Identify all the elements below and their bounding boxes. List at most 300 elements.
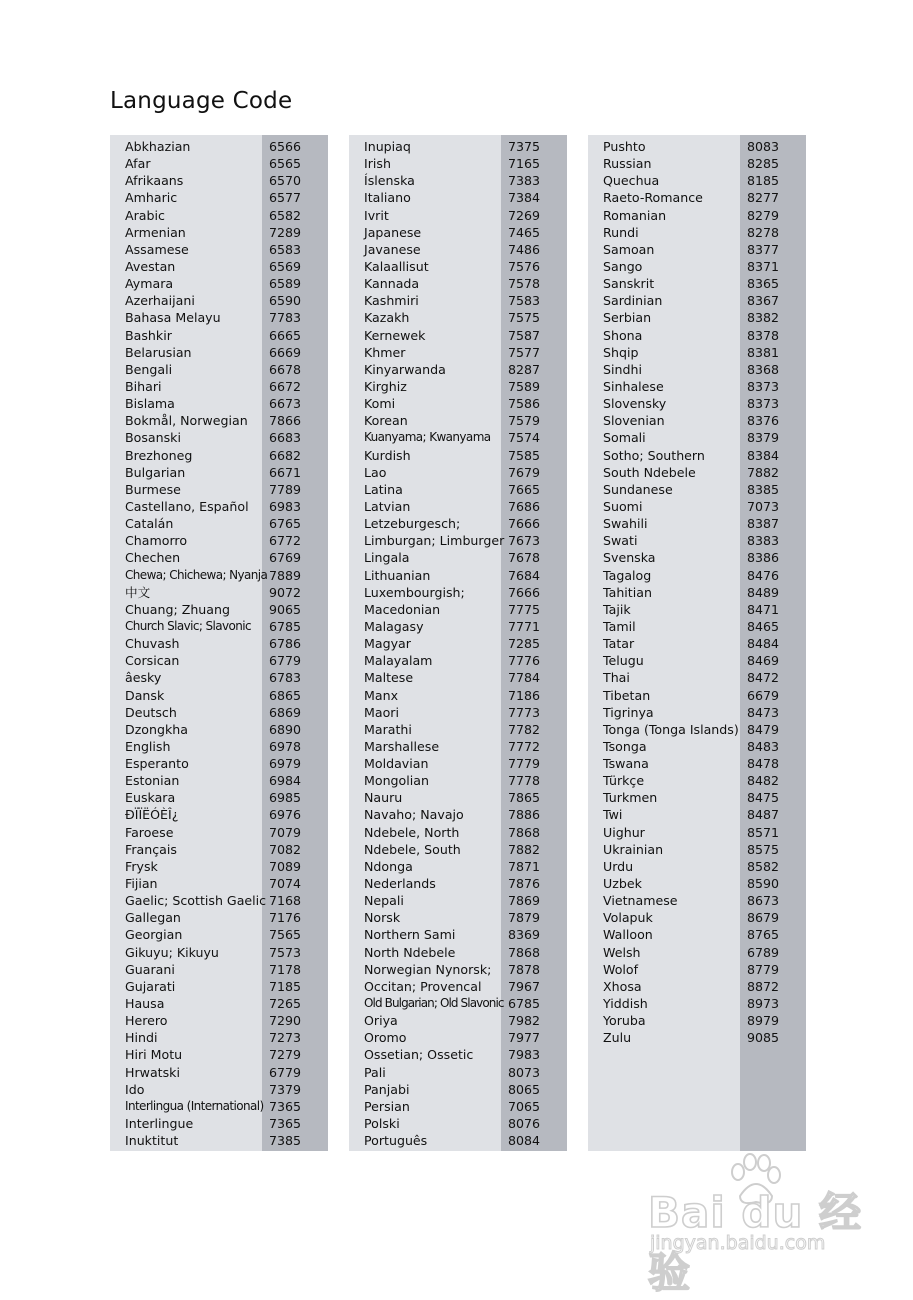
language-code: 6984 bbox=[269, 773, 302, 789]
language-name: Bislama bbox=[125, 396, 175, 412]
language-name: Yoruba bbox=[603, 1013, 646, 1029]
language-code: 7073 bbox=[747, 498, 780, 514]
language-row bbox=[588, 601, 806, 618]
language-code: 8373 bbox=[747, 396, 780, 412]
language-row bbox=[349, 926, 567, 943]
language-row bbox=[349, 498, 567, 515]
language-code: 8378 bbox=[747, 327, 780, 343]
language-code: 7782 bbox=[508, 721, 541, 737]
language-row bbox=[588, 481, 806, 498]
language-code: 8381 bbox=[747, 344, 780, 360]
language-row bbox=[349, 549, 567, 566]
language-code: 7868 bbox=[508, 824, 541, 840]
language-code: 6765 bbox=[269, 516, 302, 532]
language-code: 6682 bbox=[269, 447, 302, 463]
language-name: Oriya bbox=[364, 1013, 398, 1029]
language-name: Kannada bbox=[364, 276, 420, 292]
language-row bbox=[349, 995, 567, 1012]
language-name: Bahasa Melayu bbox=[125, 310, 221, 326]
language-row bbox=[349, 395, 567, 412]
language-row bbox=[588, 1012, 806, 1029]
language-name: Swahili bbox=[603, 516, 648, 532]
language-code: 6785 bbox=[508, 996, 541, 1012]
language-row bbox=[110, 155, 328, 172]
language-code: 7773 bbox=[508, 704, 541, 720]
language-name: Kinyarwanda bbox=[364, 361, 446, 377]
language-name: Church Slavic; Slavonic bbox=[125, 618, 251, 633]
language-row bbox=[110, 275, 328, 292]
language-name: Turkmen bbox=[603, 790, 658, 806]
language-row bbox=[349, 172, 567, 189]
language-row bbox=[110, 789, 328, 806]
language-row bbox=[110, 515, 328, 532]
language-row bbox=[349, 1064, 567, 1081]
language-code: 6772 bbox=[269, 533, 302, 549]
language-code: 7383 bbox=[508, 173, 541, 189]
language-name: Interlingue bbox=[125, 1116, 194, 1132]
language-name: Castellano, Español bbox=[125, 498, 249, 514]
language-code: 8383 bbox=[747, 533, 780, 549]
language-code: 8382 bbox=[747, 310, 780, 326]
language-name: Oromo bbox=[364, 1030, 407, 1046]
language-name: Occitan; Provencal bbox=[364, 978, 482, 994]
language-row bbox=[349, 327, 567, 344]
language-code: 6583 bbox=[269, 241, 302, 257]
language-row bbox=[110, 618, 328, 635]
language-code: 7585 bbox=[508, 447, 541, 463]
language-code: 6869 bbox=[269, 704, 302, 720]
language-row bbox=[110, 292, 328, 309]
language-code: 7165 bbox=[508, 156, 541, 172]
language-code: 8377 bbox=[747, 241, 780, 257]
language-code: 8483 bbox=[747, 738, 780, 754]
language-row bbox=[588, 378, 806, 395]
language-code: 6669 bbox=[269, 344, 302, 360]
language-row bbox=[110, 224, 328, 241]
language-name: Deutsch bbox=[125, 704, 177, 720]
language-row bbox=[110, 361, 328, 378]
language-row bbox=[349, 429, 567, 446]
language-name: Azerhaijani bbox=[125, 293, 195, 309]
language-name: Türkçe bbox=[603, 773, 645, 789]
language-row bbox=[349, 344, 567, 361]
language-name: Limburgan; Limburger bbox=[364, 533, 505, 549]
language-name: English bbox=[125, 738, 171, 754]
language-code: 6589 bbox=[269, 276, 302, 292]
language-name: Manx bbox=[364, 687, 399, 703]
language-name: Brezhoneg bbox=[125, 447, 193, 463]
language-name: Norwegian Nynorsk; bbox=[364, 961, 492, 977]
language-row bbox=[588, 275, 806, 292]
language-row bbox=[110, 875, 328, 892]
language-name: Kuanyama; Kwanyama bbox=[364, 430, 491, 445]
language-row bbox=[110, 532, 328, 549]
language-name: Japanese bbox=[364, 224, 422, 240]
language-name: Euskara bbox=[125, 790, 176, 806]
language-row bbox=[110, 892, 328, 909]
language-name: Tajik bbox=[603, 601, 631, 617]
language-code: 7882 bbox=[747, 464, 780, 480]
language-name: Tonga (Tonga Islands) bbox=[603, 721, 739, 737]
language-code: 7666 bbox=[508, 584, 541, 600]
language-row bbox=[349, 515, 567, 532]
language-name: Ido bbox=[125, 1081, 145, 1097]
language-code: 7865 bbox=[508, 790, 541, 806]
language-row bbox=[110, 395, 328, 412]
language-row bbox=[588, 327, 806, 344]
language-row bbox=[349, 892, 567, 909]
language-code: 7578 bbox=[508, 276, 541, 292]
language-row bbox=[110, 687, 328, 704]
language-name: Tigrinya bbox=[603, 704, 654, 720]
language-row bbox=[349, 1098, 567, 1115]
language-code: 8673 bbox=[747, 893, 780, 909]
language-name: Welsh bbox=[603, 944, 641, 960]
language-row bbox=[588, 172, 806, 189]
language-row bbox=[349, 618, 567, 635]
language-row bbox=[110, 327, 328, 344]
language-name: Kernewek bbox=[364, 327, 426, 343]
language-name: Tagalog bbox=[603, 567, 652, 583]
language-code: 8379 bbox=[747, 430, 780, 446]
language-code: 7079 bbox=[269, 824, 302, 840]
language-name: Ukrainian bbox=[603, 841, 664, 857]
language-name: Bengali bbox=[125, 361, 173, 377]
language-name: Hrwatski bbox=[125, 1064, 180, 1080]
language-name: Irish bbox=[364, 156, 391, 172]
language-code: 7178 bbox=[269, 961, 302, 977]
language-code: 7365 bbox=[269, 1116, 302, 1132]
language-code: 8285 bbox=[747, 156, 780, 172]
language-row bbox=[349, 1012, 567, 1029]
language-code: 8279 bbox=[747, 207, 780, 223]
language-code: 8465 bbox=[747, 618, 780, 634]
language-row bbox=[110, 704, 328, 721]
language-code: 7673 bbox=[508, 533, 541, 549]
language-row bbox=[110, 944, 328, 961]
language-row bbox=[588, 189, 806, 206]
language-name: Panjabi bbox=[364, 1081, 410, 1097]
language-row bbox=[588, 447, 806, 464]
language-row bbox=[110, 567, 328, 584]
language-name: Armenian bbox=[125, 224, 186, 240]
language-name: Hindi bbox=[125, 1030, 158, 1046]
language-code: 8582 bbox=[747, 858, 780, 874]
language-code: 7684 bbox=[508, 567, 541, 583]
language-row bbox=[588, 532, 806, 549]
language-code: 7783 bbox=[269, 310, 302, 326]
language-code: 6665 bbox=[269, 327, 302, 343]
language-row bbox=[349, 944, 567, 961]
language-code: 8478 bbox=[747, 756, 780, 772]
language-code: 8872 bbox=[747, 978, 780, 994]
language-row bbox=[349, 292, 567, 309]
language-code: 6978 bbox=[269, 738, 302, 754]
language-code: 6565 bbox=[269, 156, 302, 172]
language-row bbox=[110, 138, 328, 155]
language-name: Nederlands bbox=[364, 876, 436, 892]
language-code: 8073 bbox=[508, 1064, 541, 1080]
language-name: Kashmiri bbox=[364, 293, 419, 309]
language-code: 7977 bbox=[508, 1030, 541, 1046]
language-row bbox=[110, 755, 328, 772]
language-name: Belarusian bbox=[125, 344, 192, 360]
language-code: 7065 bbox=[508, 1098, 541, 1114]
language-name: Gikuyu; Kikuyu bbox=[125, 944, 219, 960]
language-code: 7186 bbox=[508, 687, 541, 703]
language-code: 8083 bbox=[747, 139, 780, 154]
language-row bbox=[349, 635, 567, 652]
language-name: Uzbek bbox=[603, 876, 642, 892]
language-row bbox=[349, 207, 567, 224]
language-code: 8371 bbox=[747, 258, 780, 274]
language-row bbox=[110, 309, 328, 326]
language-code: 6786 bbox=[269, 636, 302, 652]
language-row bbox=[588, 292, 806, 309]
language-code: 6673 bbox=[269, 396, 302, 412]
language-row bbox=[588, 875, 806, 892]
language-name: Thai bbox=[603, 670, 630, 686]
language-name: Telugu bbox=[603, 653, 644, 669]
language-code: 7384 bbox=[508, 190, 541, 206]
language-row bbox=[588, 515, 806, 532]
language-name: Slovensky bbox=[603, 396, 667, 412]
language-code: 6890 bbox=[269, 721, 302, 737]
language-code: 8365 bbox=[747, 276, 780, 292]
language-code: 7678 bbox=[508, 550, 541, 566]
language-row bbox=[110, 652, 328, 669]
language-code: 7579 bbox=[508, 413, 541, 429]
language-row bbox=[588, 824, 806, 841]
language-row bbox=[110, 1012, 328, 1029]
language-code: 7574 bbox=[508, 430, 541, 446]
language-code: 8471 bbox=[747, 601, 780, 617]
language-row bbox=[588, 584, 806, 601]
language-code: 8571 bbox=[747, 824, 780, 840]
language-name: Pali bbox=[364, 1064, 386, 1080]
language-row bbox=[349, 258, 567, 275]
language-code: 6671 bbox=[269, 464, 302, 480]
language-row bbox=[110, 344, 328, 361]
language-code: 8287 bbox=[508, 361, 541, 377]
language-code: 7869 bbox=[508, 893, 541, 909]
language-code: 6976 bbox=[269, 807, 302, 823]
language-name: Romanian bbox=[603, 207, 667, 223]
language-code: 7886 bbox=[508, 807, 541, 823]
language-code: 6985 bbox=[269, 790, 302, 806]
language-name: Burmese bbox=[125, 481, 181, 497]
language-row bbox=[349, 687, 567, 704]
language-code: 6570 bbox=[269, 173, 302, 189]
language-name: Chewa; Chichewa; Nyanja bbox=[125, 567, 268, 582]
language-row bbox=[588, 361, 806, 378]
language-code: 6683 bbox=[269, 430, 302, 446]
language-row bbox=[110, 1064, 328, 1081]
language-code: 8469 bbox=[747, 653, 780, 669]
language-name: Estonian bbox=[125, 773, 180, 789]
language-name: Quechua bbox=[603, 173, 660, 189]
language-name: Sanskrit bbox=[603, 276, 655, 292]
language-code: 7465 bbox=[508, 224, 541, 240]
language-row bbox=[110, 1029, 328, 1046]
language-row bbox=[349, 875, 567, 892]
language-row bbox=[110, 189, 328, 206]
language-code: 7982 bbox=[508, 1013, 541, 1029]
language-name: Guarani bbox=[125, 961, 175, 977]
language-row bbox=[588, 841, 806, 858]
language-name: Sindhi bbox=[603, 361, 642, 377]
language-name: Abkhazian bbox=[125, 139, 191, 154]
language-name: Georgian bbox=[125, 927, 183, 943]
page-title: Language Code bbox=[110, 88, 293, 114]
language-name: Serbian bbox=[603, 310, 652, 326]
language-row bbox=[588, 909, 806, 926]
language-code: 7176 bbox=[269, 910, 302, 926]
language-row bbox=[349, 961, 567, 978]
language-row bbox=[588, 429, 806, 446]
language-row bbox=[110, 806, 328, 823]
language-row bbox=[588, 635, 806, 652]
language-code: 7779 bbox=[508, 756, 541, 772]
language-code: 6779 bbox=[269, 1064, 302, 1080]
language-row bbox=[349, 1029, 567, 1046]
language-row bbox=[349, 858, 567, 875]
language-code: 7666 bbox=[508, 516, 541, 532]
language-name: Italiano bbox=[364, 190, 411, 206]
language-name: Tibetan bbox=[603, 687, 651, 703]
language-row bbox=[349, 155, 567, 172]
language-name: Javanese bbox=[364, 241, 421, 257]
language-name: Bokmål, Norwegian bbox=[125, 413, 248, 429]
language-name: Dansk bbox=[125, 687, 165, 703]
language-name: Old Bulgarian; Old Slavonic bbox=[364, 996, 504, 1011]
language-name: Frysk bbox=[125, 858, 158, 874]
language-row bbox=[588, 395, 806, 412]
language-row bbox=[110, 1115, 328, 1132]
language-row bbox=[588, 207, 806, 224]
language-row bbox=[110, 926, 328, 943]
language-row bbox=[349, 601, 567, 618]
language-name: Magyar bbox=[364, 636, 411, 652]
language-name: 中文 bbox=[125, 584, 151, 600]
language-name: Somali bbox=[603, 430, 646, 446]
language-row bbox=[349, 241, 567, 258]
language-code: 9072 bbox=[269, 584, 302, 600]
language-row bbox=[349, 275, 567, 292]
language-name: Assamese bbox=[125, 241, 189, 257]
language-code: 7385 bbox=[269, 1133, 302, 1149]
language-row bbox=[110, 447, 328, 464]
language-row bbox=[588, 138, 806, 155]
language-row bbox=[588, 567, 806, 584]
language-row bbox=[110, 1046, 328, 1063]
language-name: Navaho; Navajo bbox=[364, 807, 464, 823]
language-row bbox=[349, 584, 567, 601]
language-code: 7575 bbox=[508, 310, 541, 326]
language-code: 7983 bbox=[508, 1047, 541, 1063]
language-code: 7273 bbox=[269, 1030, 302, 1046]
language-name: Khmer bbox=[364, 344, 406, 360]
language-name: Maltese bbox=[364, 670, 414, 686]
language-code: 8373 bbox=[747, 378, 780, 394]
language-name: Nepali bbox=[364, 893, 404, 909]
language-name: Luxembourgish; bbox=[364, 584, 465, 600]
language-code: 7686 bbox=[508, 498, 541, 514]
language-name: Malayalam bbox=[364, 653, 433, 669]
language-code: 8575 bbox=[747, 841, 780, 857]
language-row bbox=[588, 1029, 806, 1046]
language-name: Íslenska bbox=[364, 173, 415, 189]
language-code: 7365 bbox=[269, 1098, 302, 1114]
language-name: South Ndebele bbox=[603, 464, 696, 480]
language-name: Hausa bbox=[125, 996, 165, 1012]
language-name: âesky bbox=[125, 670, 162, 686]
language-code: 8278 bbox=[747, 224, 780, 240]
language-row bbox=[349, 481, 567, 498]
language-code: 8384 bbox=[747, 447, 780, 463]
language-name: Swati bbox=[603, 533, 638, 549]
language-row bbox=[110, 258, 328, 275]
language-code: 8779 bbox=[747, 961, 780, 977]
language-code: 8367 bbox=[747, 293, 780, 309]
language-code: 7573 bbox=[269, 944, 302, 960]
language-code: 7576 bbox=[508, 258, 541, 274]
language-row bbox=[588, 309, 806, 326]
language-row bbox=[349, 806, 567, 823]
language-code: 7784 bbox=[508, 670, 541, 686]
language-code: 7871 bbox=[508, 858, 541, 874]
language-name: Korean bbox=[364, 413, 408, 429]
language-name: Pushto bbox=[603, 139, 646, 154]
language-code: 7082 bbox=[269, 841, 302, 857]
language-code: 8487 bbox=[747, 807, 780, 823]
language-name: Latvian bbox=[364, 498, 411, 514]
language-row bbox=[588, 858, 806, 875]
language-row bbox=[588, 224, 806, 241]
language-code: 7778 bbox=[508, 773, 541, 789]
language-name: Tahitian bbox=[603, 584, 652, 600]
language-row bbox=[588, 549, 806, 566]
language-name: Shqip bbox=[603, 344, 639, 360]
language-name: Persian bbox=[364, 1098, 410, 1114]
language-name: Zulu bbox=[603, 1030, 632, 1046]
language-row bbox=[349, 652, 567, 669]
language-name: Vietnamese bbox=[603, 893, 678, 909]
language-row bbox=[349, 1046, 567, 1063]
language-name: Hiri Motu bbox=[125, 1047, 183, 1063]
language-row bbox=[588, 669, 806, 686]
language-row bbox=[110, 549, 328, 566]
language-row bbox=[588, 344, 806, 361]
language-code: 6566 bbox=[269, 139, 302, 154]
language-row bbox=[349, 224, 567, 241]
language-row bbox=[110, 635, 328, 652]
language-name: Chuvash bbox=[125, 636, 180, 652]
language-code: 8277 bbox=[747, 190, 780, 206]
language-row bbox=[588, 155, 806, 172]
language-code: 7878 bbox=[508, 961, 541, 977]
language-code: 7577 bbox=[508, 344, 541, 360]
language-code: 7589 bbox=[508, 378, 541, 394]
language-row bbox=[110, 772, 328, 789]
language-table-column-1 bbox=[110, 135, 328, 1151]
language-name: Bulgarian bbox=[125, 464, 186, 480]
language-row bbox=[349, 464, 567, 481]
language-code: 6569 bbox=[269, 258, 302, 274]
language-row bbox=[110, 669, 328, 686]
language-name: Inuktitut bbox=[125, 1133, 179, 1149]
language-code: 6785 bbox=[269, 618, 302, 634]
